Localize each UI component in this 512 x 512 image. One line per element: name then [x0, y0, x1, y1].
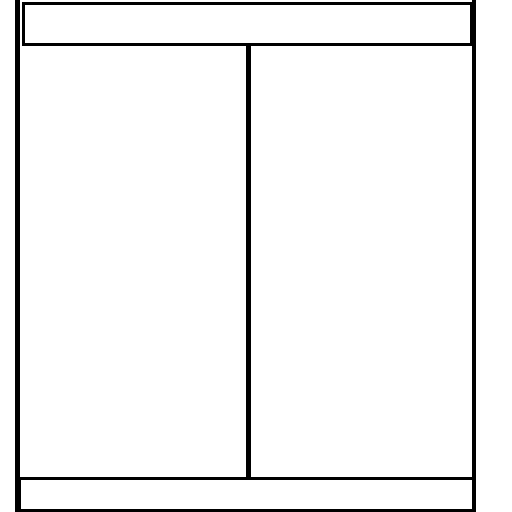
bottom-yellow-bar [18, 477, 476, 512]
center-horizontal-line [10, 263, 480, 267]
top-yellow-bar [22, 2, 473, 46]
left-green-bar [0, 0, 15, 512]
center-vertical-line [246, 46, 251, 477]
right-brown-bar [476, 0, 512, 512]
left-black-divider [15, 0, 20, 512]
